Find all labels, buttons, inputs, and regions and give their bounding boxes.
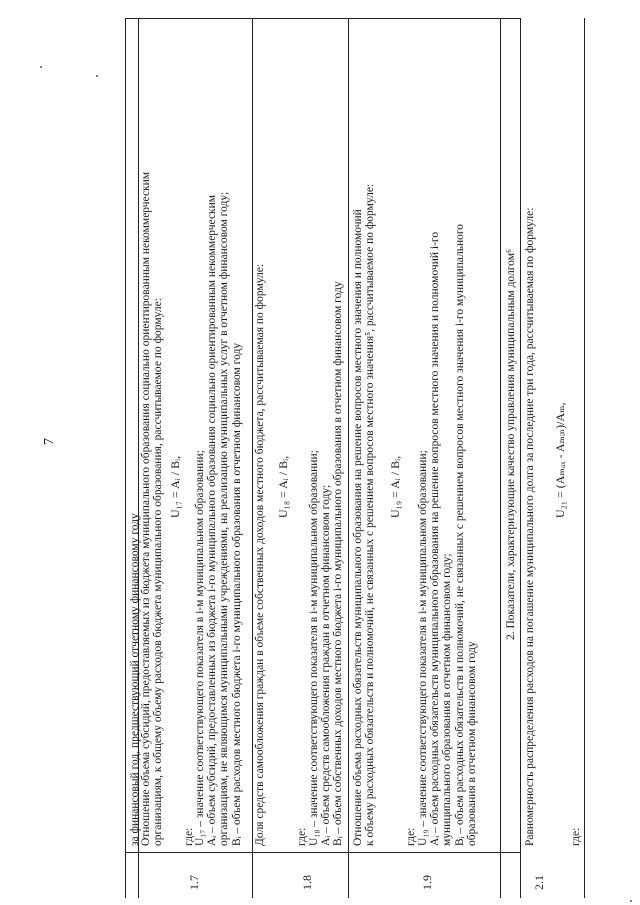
row-1-7-title-2: организациям, к общему объему расходов бюджета муниципального образования, рассчитываемое по формуле: xyxy=(152,298,164,846)
row-1-8-title: Доля средств самообложения граждан в объеме собственных доходов местного бюджета, рассчитываемая по формуле: xyxy=(254,263,266,846)
row-1-9-title-1: Отношение объема расходных обязательств муниципального образования на решение вопросов местного значения и полномочий xyxy=(352,209,364,846)
section-2-title: 2. Показатели, характеризующие качество управления муниципальным долгом⁶ xyxy=(505,249,517,640)
row-1-8-def-1: U₁₈ – значение соответствующего показателя в i-м муниципальном образовании; xyxy=(308,450,320,846)
row-1-7-def-1: U₁₇ – значение соответствующего показателя в i-м муниципальном образовании; xyxy=(194,450,206,846)
row-1-9-def-5: образования в отчетном финансовом году xyxy=(466,641,478,846)
row-number-1-9: 1.9 xyxy=(420,875,434,890)
row-2-1-formula: U₂₁ = (Aₘₐₓ - Aₘᵢₙ)/Aₘ, xyxy=(553,402,567,518)
row-1-8-where: где: xyxy=(296,827,308,846)
row-1-7-def-3: организациям, не являющимся муниципальными учреждениями, на реализацию муниципальных услуг в отчетном финансовом году; xyxy=(218,191,230,846)
scan-speck xyxy=(96,75,98,77)
table-border-bottom xyxy=(520,18,521,898)
row-1-9-def-4: Bᵢ – объем расходных обязательств и полномочий, не связанных с решением вопросов местного значения i-го муниципального xyxy=(454,223,466,846)
table-border-right xyxy=(125,18,520,19)
row-1-8-formula: U₁₈ = Aᵢ / Bᵢ, xyxy=(276,455,290,518)
row-number-2-1: 2.1 xyxy=(532,875,546,890)
row-number-1-7: 1.7 xyxy=(187,875,201,890)
scan-speck xyxy=(40,66,42,68)
row-1-7-def-2: Aᵢ – объем субсидий, предоставленных из бюджета i-го муниципального образования социально ориентированным некоммерческим xyxy=(206,194,218,846)
row-1-9-title-2: к объему расходных обязательств и полномочий, не связанных с решением вопросов местного значения⁵, рассчитываемое по формуле: xyxy=(364,183,376,846)
row-1-7-where: где: xyxy=(183,827,195,846)
row-divider-2-1-end xyxy=(584,18,585,898)
prev-row-text: за финансовый год, предшествующий отчетному финансовому году xyxy=(129,513,141,846)
row-divider-1-7 xyxy=(252,18,253,898)
table-column-divider xyxy=(125,852,520,853)
row-2-1-title: Равномерность распределения расходов на погашение муниципального долга за последние три года, рассчитываемая по формуле: xyxy=(524,207,536,846)
row-2-1-where: где: xyxy=(570,827,582,846)
row-1-7-def-4: Bᵢ – объем расходов местного бюджета i-го муниципального образования в отчетном финансовом году xyxy=(231,342,243,846)
page-number: 7 xyxy=(42,438,57,445)
table-border-top xyxy=(125,18,126,898)
row-1-9-where: где: xyxy=(405,827,417,846)
row-1-7-formula: U₁₇ = Aᵢ / Bᵢ, xyxy=(168,455,182,518)
scan-speck xyxy=(630,900,632,902)
row-divider-1-9 xyxy=(500,18,501,898)
row-1-8-def-3: Bᵢ – объем собственных доходов местного бюджета i-го муниципального образования в отчетном финансовом году xyxy=(332,281,344,846)
row-1-9-formula: U₁₉ = Aᵢ / Bᵢ, xyxy=(388,455,402,518)
row-divider-1-8 xyxy=(348,18,349,898)
row-1-9-def-1: U₁₉ – значение соответствующего показателя в i-м муниципальном образовании; xyxy=(417,450,429,846)
row-1-9-def-2: Aᵢ – объем расходных обязательств муниципального образования на решение вопросов местного значения и полномочий i-го xyxy=(429,231,441,846)
row-number-1-8: 1.8 xyxy=(300,875,314,890)
row-1-9-def-3: муниципального образования в отчетном финансовом году; xyxy=(441,553,453,846)
row-1-7-title-1: Отношение объема субсидий, предоставляемых из бюджета муниципального образования социально ориентированным некоммерческим xyxy=(140,171,152,846)
row-1-8-def-2: Aᵢ – объем средств самообложения граждан в отчетном финансовом году; xyxy=(320,484,332,846)
